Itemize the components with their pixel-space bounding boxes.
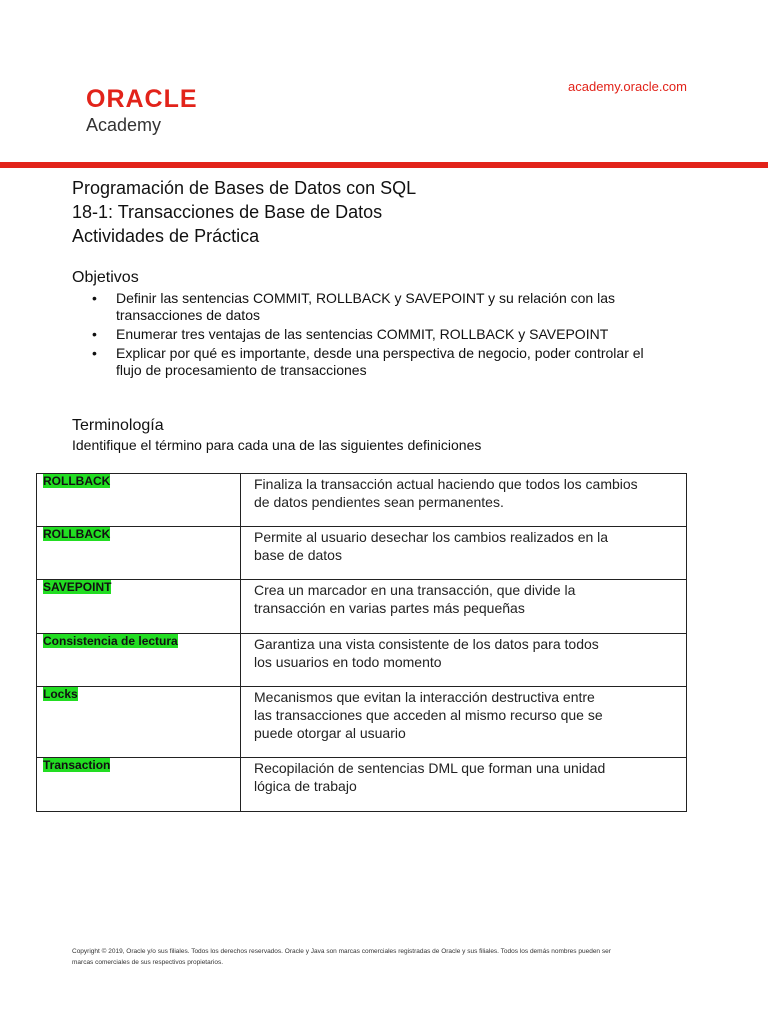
oracle-academy-logo [86, 86, 198, 135]
term-cell [37, 527, 241, 580]
term-answer: Consistencia de lectura [43, 634, 178, 648]
table-row [37, 634, 687, 687]
objective-item [92, 345, 672, 379]
objective-line: Definir las sentencias COMMIT, ROLLBACK y SAVEPOINT y su relación con las [116, 290, 615, 306]
terminology-heading: Terminología [72, 417, 164, 434]
copyright-footer [72, 946, 702, 968]
definition-cell [241, 474, 687, 527]
definition-line: Recopilación de sentencias DML que forman una unidad [254, 760, 606, 776]
term-answer: Transaction [43, 758, 111, 772]
activity-type: Actividades de Práctica [72, 226, 260, 246]
logo-brand: ORACLE [86, 85, 198, 113]
term-answer: Locks [43, 687, 78, 701]
definition-line: transacción en varias partes más pequeñas [254, 600, 525, 616]
objective-line: flujo de procesamiento de transacciones [116, 362, 367, 378]
objective-item [92, 326, 672, 343]
objective-line: Enumerar tres ventajas de las sentencias COMMIT, ROLLBACK y SAVEPOINT [116, 326, 609, 342]
definition-cell [241, 580, 687, 634]
page-title [72, 176, 416, 248]
definition-cell [241, 687, 687, 758]
definition-line: las transacciones que acceden al mismo recurso que se [254, 707, 603, 723]
definition-line: Mecanismos que evitan la interacción destructiva entre [254, 689, 595, 705]
footer-line: Copyright © 2019, Oracle y/o sus filiales. Todos los derechos reservados. Oracle y Java son marcas comerciales registradas de Oracle y sus filiales. Todos los demás nombres pueden ser [72, 948, 611, 955]
definition-line: puede otorgar al usuario [254, 725, 406, 741]
objectives-list [92, 290, 672, 381]
terminology-table [36, 473, 687, 812]
definition-line: los usuarios en todo momento [254, 654, 442, 670]
objective-line: transacciones de datos [116, 307, 260, 323]
footer-line: marcas comerciales de sus respectivos propietarios. [72, 959, 224, 966]
definition-cell [241, 634, 687, 687]
definition-cell [241, 527, 687, 580]
term-cell [37, 634, 241, 687]
table-row [37, 527, 687, 580]
definition-line: Garantiza una vista consistente de los datos para todos [254, 636, 599, 652]
lesson-title: 18-1: Transacciones de Base de Datos [72, 202, 383, 222]
definition-cell [241, 758, 687, 812]
table-row [37, 474, 687, 527]
definition-line: lógica de trabajo [254, 778, 357, 794]
objective-line: Explicar por qué es importante, desde una perspectiva de negocio, poder controlar el [116, 345, 644, 361]
table-row [37, 687, 687, 758]
objectives-section [72, 268, 139, 288]
logo-sub: Academy [86, 115, 162, 135]
definition-line: base de datos [254, 547, 342, 563]
objective-item [92, 290, 672, 324]
bullet-icon: • [92, 345, 97, 361]
term-cell [37, 687, 241, 758]
definition-line: Finaliza la transacción actual haciendo que todos los cambios [254, 476, 638, 492]
table-row [37, 580, 687, 634]
bullet-icon: • [92, 290, 97, 306]
site-url-link[interactable]: academy.oracle.com [568, 79, 687, 94]
header-divider [0, 162, 768, 168]
definition-line: Permite al usuario desechar los cambios realizados en la [254, 529, 609, 545]
term-answer: ROLLBACK [43, 527, 111, 541]
bullet-icon: • [92, 326, 97, 342]
term-cell [37, 580, 241, 634]
term-cell [37, 474, 241, 527]
term-cell [37, 758, 241, 812]
term-answer: SAVEPOINT [43, 580, 112, 594]
objectives-heading: Objetivos [72, 269, 139, 286]
definition-line: de datos pendientes sean permanentes. [254, 494, 504, 510]
table-row [37, 758, 687, 812]
terminology-intro: Identifique el término para cada una de las siguientes definiciones [72, 437, 482, 453]
definition-line: Crea un marcador en una transacción, que divide la [254, 582, 576, 598]
course-title: Programación de Bases de Datos con SQL [72, 178, 417, 198]
terminology-section [72, 416, 164, 436]
term-answer: ROLLBACK [43, 474, 111, 488]
